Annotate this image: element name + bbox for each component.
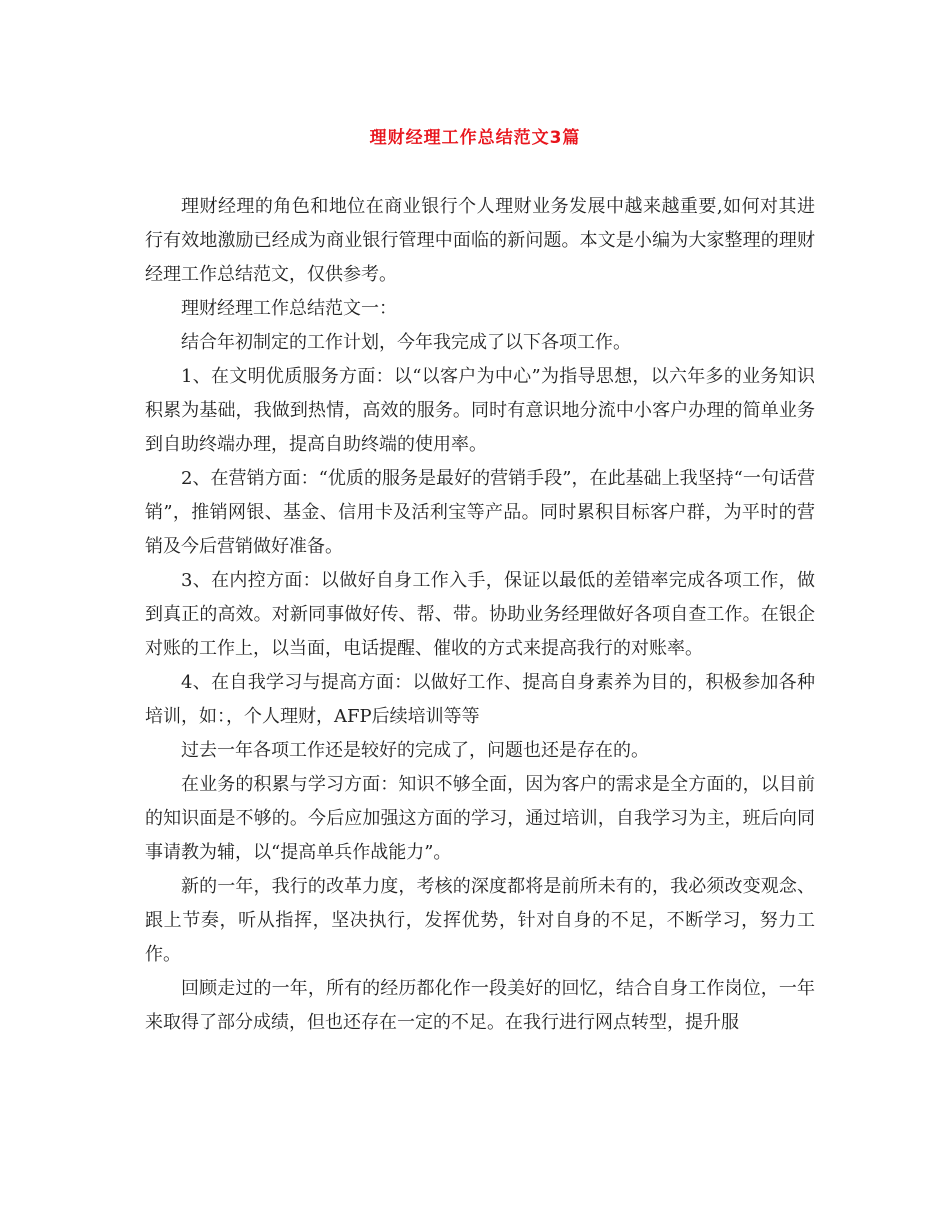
document-title: 理财经理工作总结范文3篇 xyxy=(369,128,581,148)
document-body xyxy=(145,190,815,1040)
paragraph-intro: 理财经理的角色和地位在商业银行个人理财业务发展中越来越重要,如何对其进行有效地激励已经成为商业银行管理中面临的新问题。本文是小编为大家整理的理财经理工作总结范文，仅供参考。 xyxy=(145,196,815,285)
paragraph-plan: 结合年初制定的工作计划，今年我完成了以下各项工作。 xyxy=(181,332,631,353)
paragraph-learning: 在业务的积累与学习方面：知识不够全面，因为客户的需求是全方面的，以目前的知识面是不够的。今后应加强这方面的学习，通过培训，自我学习为主，班后向同事请教为辅，以“提高单兵作战能力”。 xyxy=(145,774,815,863)
paragraph-new-year: 新的一年，我行的改革力度，考核的深度都将是前所未有的，我必须改变观念、跟上节奏，听从指挥，坚决执行，发挥优势，针对自身的不足，不断学习，努力工作。 xyxy=(145,876,815,965)
paragraph-item-3: 3、在内控方面：以做好自身工作入手，保证以最低的差错率完成各项工作，做到真正的高效。对新同事做好传、帮、带。协助业务经理做好各项自查工作。在银企对账的工作上，以当面，电话提醒、催收的方式来提高我行的对账率。 xyxy=(145,570,815,659)
paragraph-item-2: 2、在营销方面：“优质的服务是最好的营销手段”，在此基础上我坚持“一句话营销”，推销网银、基金、信用卡及活利宝等产品。同时累积目标客户群，为平时的营销及今后营销做好准备。 xyxy=(145,468,815,557)
paragraph-summary: 过去一年各项工作还是较好的完成了，问题也还是存在的。 xyxy=(181,740,649,761)
paragraph-review: 回顾走过的一年，所有的经历都化作一段美好的回忆，结合自身工作岗位，一年来取得了部分成绩，但也还存在一定的不足。在我行进行网点转型，提升服 xyxy=(145,978,815,1033)
paragraph-item-1: 1、在文明优质服务方面：以“以客户为中心”为指导思想，以六年多的业务知识积累为基础，我做到热情，高效的服务。同时有意识地分流中小客户办理的简单业务到自助终端办理，提高自助终端的使用率。 xyxy=(145,366,815,455)
paragraph-section-heading: 理财经理工作总结范文一： xyxy=(181,298,397,319)
paragraph-item-4: 4、在自我学习与提高方面：以做好工作、提高自身素养为目的，积极参加各种培训，如：，个人理财，AFP后续培训等等 xyxy=(145,672,815,727)
